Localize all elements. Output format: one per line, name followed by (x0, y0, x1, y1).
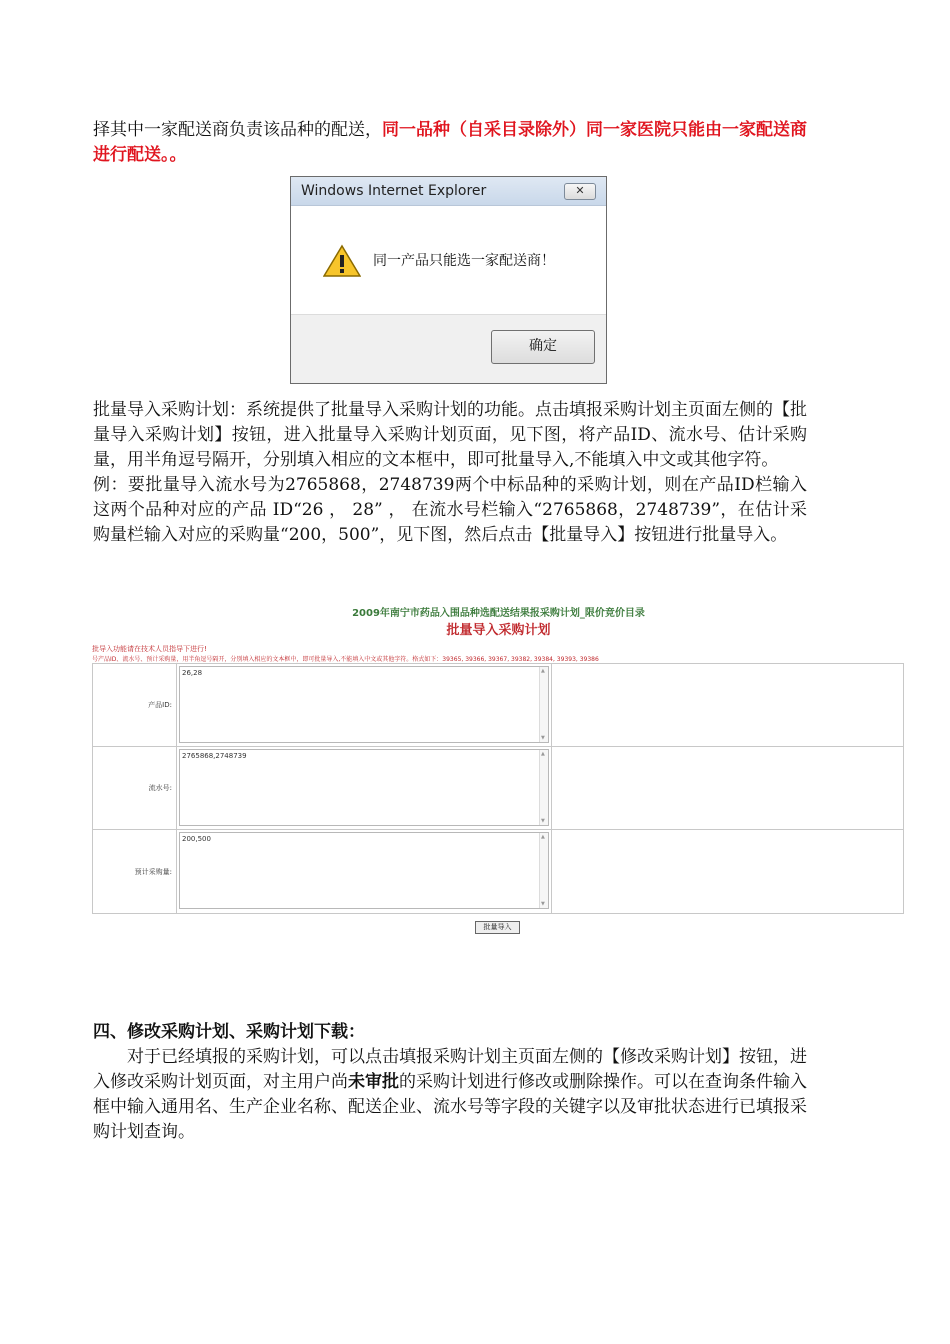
form-row-serial-number (93, 747, 903, 830)
quantity-label: 预计采购量: (93, 830, 177, 913)
dialog-message: 同一产品只能选一家配送商！ (373, 253, 555, 269)
batch-import-screenshot (92, 600, 905, 970)
product-id-textarea[interactable] (179, 666, 549, 743)
section-four-text-after: 的采购计划进行修改或删除操作。可以在查询条件输入框中输入通用名、生产企业名称、配送企业、流水号等字段的关键字以及审批状态进行已填报采购计划查询。 (93, 1072, 807, 1142)
section-four-bold-text: 未审批 (348, 1072, 399, 1092)
form-row-product-id (93, 664, 903, 747)
scrollbar[interactable] (539, 833, 548, 908)
product-id-label: 产品ID: (93, 664, 177, 746)
quantity-textarea[interactable] (179, 832, 549, 909)
serial-number-value: 2765868,2748739 (182, 752, 247, 760)
screenshot-format-note: 号产品ID、流水号、预计采购量，用半角逗号隔开，分别填入相应的文本框中，即可批量导入,不能填入中文或其他字符。格式如下：39365, 39366, 39367, 39382, 39384, 39393, 39386 (92, 656, 599, 663)
batch-paragraph-1: 批量导入采购计划：系统提供了批量导入采购计划的功能。点击填报采购计划主页面左侧的【批量导入采购计划】按钮，进入批量导入采购计划页面，见下图，将产品ID、流水号、估计采购量，用半角逗号隔开，分别填入相应的文本框中，即可批量导入,不能填入中文或其他字符。 (93, 400, 807, 470)
dialog-title-bar (291, 177, 606, 206)
intro-red-text: 同一品种（自采目录除外）同一家医院只能由一家配送商进行配送。。 (93, 120, 807, 165)
intro-paragraph (93, 118, 807, 168)
batch-paragraph-2: 例：要批量导入流水号为2765868，2748739两个中标品种的采购计划，则在产品ID栏输入这两个品种对应的产品 ID“26 ， 28” ， 在流水号栏输入“2765868，2748739”，在估计采购量栏输入对应的采购量“200，500”，见下图，然后点击【批量导入】按钮进行批量导入。 (93, 475, 807, 545)
section-four-text-before: 对于已经填报的采购计划，可以点击填报采购计划主页面左侧的【修改采购计划】按钮，进入修改采购计划页面，对主用户尚 (93, 1047, 807, 1092)
serial-number-textarea[interactable] (179, 749, 549, 826)
section-four-heading: 四、修改采购计划、采购计划下载： (93, 1022, 365, 1042)
section-four-paragraph (93, 1045, 807, 1145)
scrollbar[interactable] (539, 750, 548, 825)
batch-block (93, 398, 807, 548)
intro-block (93, 118, 807, 168)
product-id-value: 26,28 (182, 669, 203, 677)
column-divider (551, 664, 552, 746)
scrollbar[interactable] (539, 667, 548, 742)
form-row-quantity (93, 830, 903, 913)
batch-import-form (92, 663, 904, 914)
screenshot-page-title: 批量导入采购计划 (446, 623, 551, 638)
column-divider (551, 747, 552, 829)
column-divider (551, 830, 552, 913)
intro-plain-text: 择其中一家配送商负责该品种的配送， (93, 120, 382, 140)
batch-import-button[interactable]: 批量导入 (475, 921, 520, 934)
screenshot-catalog-title: 2009年南宁市药品入围品种选配送结果报采购计划_限价竞价目录 (352, 608, 645, 619)
ok-button[interactable]: 确定 (491, 330, 595, 364)
ie-alert-dialog (290, 176, 607, 384)
close-button[interactable]: ✕ (564, 183, 596, 200)
quantity-value: 200,500 (182, 835, 211, 843)
warning-icon (323, 244, 361, 278)
serial-number-label: 流水号: (93, 747, 177, 829)
screenshot-warning-note: 批导入功能请在技术人员指导下进行! (92, 645, 207, 653)
dialog-body (291, 206, 606, 315)
section-four-block (93, 1020, 807, 1145)
dialog-title: Windows Internet Explorer (301, 183, 487, 199)
